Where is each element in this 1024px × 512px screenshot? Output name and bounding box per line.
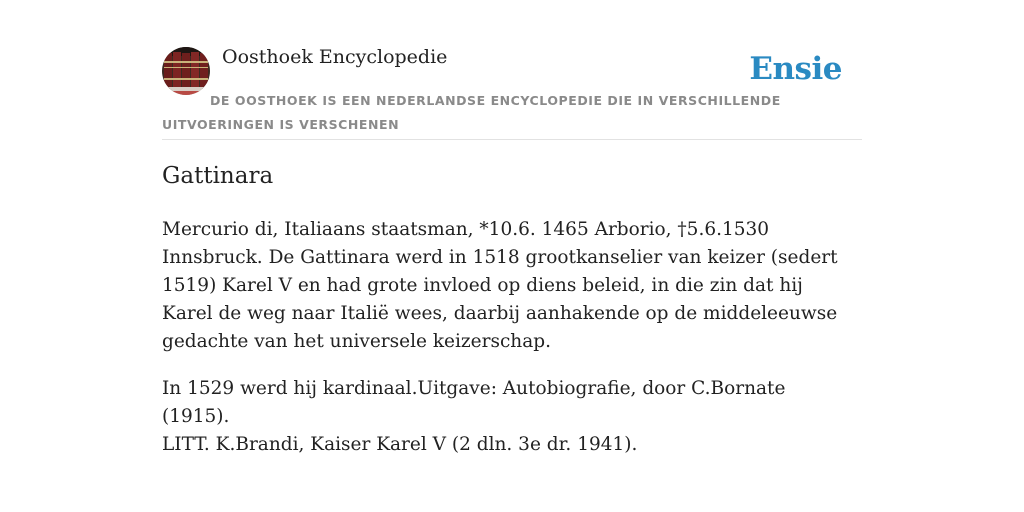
article-paragraph: In 1529 werd hij kardinaal.Uitgave: Autobiografie, door C.Bornate (1915).	[162, 378, 786, 427]
article-paragraph: LITT. K.Brandi, Kaiser Karel V (2 dln. 3e dr. 1941).	[162, 434, 638, 455]
encyclopedia-books-icon[interactable]	[162, 47, 210, 95]
site-title[interactable]: Oosthoek Encyclopedie	[222, 46, 448, 68]
header-divider	[162, 139, 862, 140]
site-tagline: DE OOSTHOEK IS EEN NEDERLANDSE ENCYCLOPEDIE DIE IN VERSCHILLENDE UITVOERINGEN IS VERSCHENEN	[162, 93, 781, 132]
article-paragraph: Mercurio di, Italiaans staatsman, *10.6. 1465 Arborio, †5.6.1530 Innsbruck. De Gattinara werd in 1518 grootkanselier van keizer (sedert 1519) Karel V en had grote invloed op diens beleid, in die zin dat hij Karel de weg naar Italië wees, daarbij aanhakende op de middeleeuwse gedachte van het universele keizerschap.	[162, 219, 838, 352]
brand-logo[interactable]: Ensie	[749, 51, 842, 87]
article-title: Gattinara	[162, 163, 274, 189]
